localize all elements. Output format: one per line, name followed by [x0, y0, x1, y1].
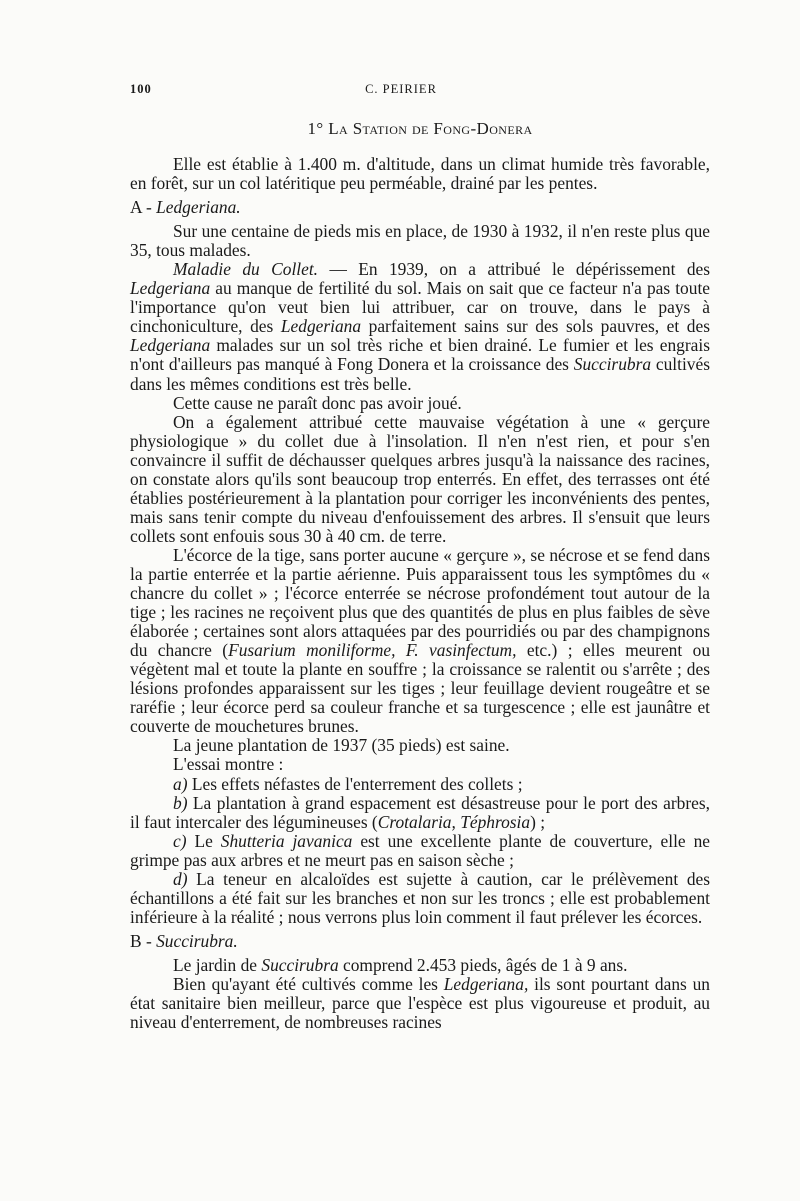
run-italic: Ledgeriana [130, 278, 211, 299]
run-italic: Fusarium moniliforme, F. vasinfectum, [228, 640, 517, 661]
subsection-prefix: A - [130, 197, 157, 218]
run-heading: Maladie du Collet. [173, 259, 319, 280]
list-label: c) [173, 830, 187, 851]
run-italic: Ledgeriana [130, 335, 211, 356]
running-author: C. PEIRIER [365, 82, 437, 96]
subsection-name: Ledgeriana. [156, 197, 241, 218]
paragraph-succirubra-health [130, 975, 710, 1032]
list-label: d) [173, 868, 188, 889]
run-italic: Shutteria javanica [220, 830, 353, 851]
paragraph-succirubra-count [130, 956, 710, 975]
run-text: parfaitement sains sur des sols pauvres, et des [361, 316, 710, 337]
paragraph-ledgeriana-count: Sur une centaine de pieds mis en place, de 1930 à 1932, il n'en reste plus que 35, tous malades. [130, 221, 710, 261]
section-title: 1° La Station de Fong-Donera [307, 119, 533, 138]
body-text [130, 155, 710, 1032]
paragraph-jeune-plantation: La jeune plantation de 1937 (35 pieds) est saine. [173, 735, 510, 756]
run-text: L'écorce de la tige, sans porter aucune « gerçure », se nécrose et se fend dans la partie enterrée et la partie aérienne. Puis apparaissent tous les symptômes du « chancre du collet » ; l'écorce enterrée se nécrose profondément tout autour de la tige ; les racines ne reçoivent plus que des quantités de plus en plus faibles de sève élaborée ; certaines sont alors attaquées par des pourridiés ou par des champignons du chancre ( [130, 544, 710, 661]
list-text: Les effets néfastes de l'enterrement des collets ; [187, 773, 523, 794]
list-text: Le [186, 830, 221, 851]
run-text: cultivés dans les mêmes conditions est très belle. [130, 354, 710, 394]
subsection-prefix: B - [130, 930, 157, 951]
paragraph-intro: Elle est établie à 1.400 m. d'altitude, dans un climat humide très favorable, en forêt, sur un col latéritique peu perméable, drainé par les pentes. [130, 154, 710, 194]
list-label: a) [173, 773, 188, 794]
paragraph-essai: L'essai montre : [173, 754, 284, 775]
subsection-heading-a [130, 198, 710, 217]
run-text: malades sur un sol très riche et bien drainé. Le fumier et les engrais n'ont d'ailleurs pas manqué à Fong Donera et la croissance des [130, 335, 710, 375]
paragraph-ecorce [130, 546, 710, 736]
run-italic: Ledgeriana, [443, 973, 529, 994]
list-text: La teneur en alcaloïdes est sujette à caution, car le prélèvement des échantillons a été fait sur les branches et non sur les troncs ; elle est probablement inférieure à la réalité ; nous verrons plus loin comment il faut prélever les écorces. [130, 868, 710, 927]
run-text: Bien qu'ayant été cultivés comme les [173, 973, 444, 994]
run-italic: Ledgeriana [280, 316, 362, 337]
running-header [130, 82, 672, 98]
list-text: est une excellente plante de couverture, elle ne grimpe pas aux arbres et ne meurt pas en saison sèche ; [130, 830, 711, 870]
run-italic: Succirubra [573, 354, 652, 375]
run-italic: Crotalaria, Téphrosia [377, 811, 531, 832]
page-number: 100 [130, 82, 152, 96]
list-item-d [130, 870, 710, 927]
run-text: Le jardin de [173, 954, 262, 975]
paragraph-gercure: On a également attribué cette mauvaise végétation à une « gerçure physiologique » du collet due à l'insolation. Il n'en n'est rien, et pour s'en convaincre il suffit de déchausser quelques arbres jusqu'à la naissance des racines, on constate alors qu'ils sont beaucoup trop enterrés. En effet, des terrasses ont été établies postérieurement à la plantation pour corriger les inconvénients des pentes, mais sans tenir compte du niveau d'enfouissement des arbres. Il s'ensuit que leurs collets sont enfouis sous 30 à 40 cm. de terre. [130, 411, 710, 546]
run-text: ils sont pourtant dans un état sanitaire bien meilleur, parce que l'espèce est plus vigoureuse et produit, au niveau d'enterrement, de nombreuses racines [130, 973, 711, 1033]
subsection-heading-b [130, 932, 710, 951]
paragraph-cause: Cette cause ne paraît donc pas avoir joué. [173, 392, 462, 413]
run-italic: Succirubra [261, 954, 339, 975]
run-text: — En 1939, on a attribué le dépérissement des [318, 259, 710, 280]
paragraph-maladie-du-collet [130, 260, 710, 393]
list-text: La plantation à grand espacement est désastreuse pour le port des arbres, il faut intercaler des légumineuses ( [130, 792, 710, 832]
list-item-b [130, 794, 710, 832]
run-text: comprend 2.453 pieds, âgés de 1 à 9 ans. [338, 954, 628, 975]
list-item-c [130, 832, 710, 870]
run-text: au manque de fertilité du sol. Mais on sait que ce facteur n'a pas toute l'importance qu'on veut bien lui attribuer, car on trouve, dans le pays à cinchoniculture, des [130, 278, 710, 337]
run-text: etc.) ; elles meurent ou végètent mal et toute la plante en souffre ; la croissance se ralentit ou s'arrête ; des lésions profondes apparaissent sur les tiges ; leur feuillage devient rougeâtre et se raréfie ; leur écorce perd sa couleur franche et sa turgescence ; elle est jaunâtre et couverte de mouchetures brunes. [130, 640, 711, 737]
list-item-a [130, 775, 710, 794]
subsection-name: Succirubra. [156, 930, 238, 951]
list-text: ) ; [530, 811, 546, 832]
list-label: b) [173, 792, 188, 813]
